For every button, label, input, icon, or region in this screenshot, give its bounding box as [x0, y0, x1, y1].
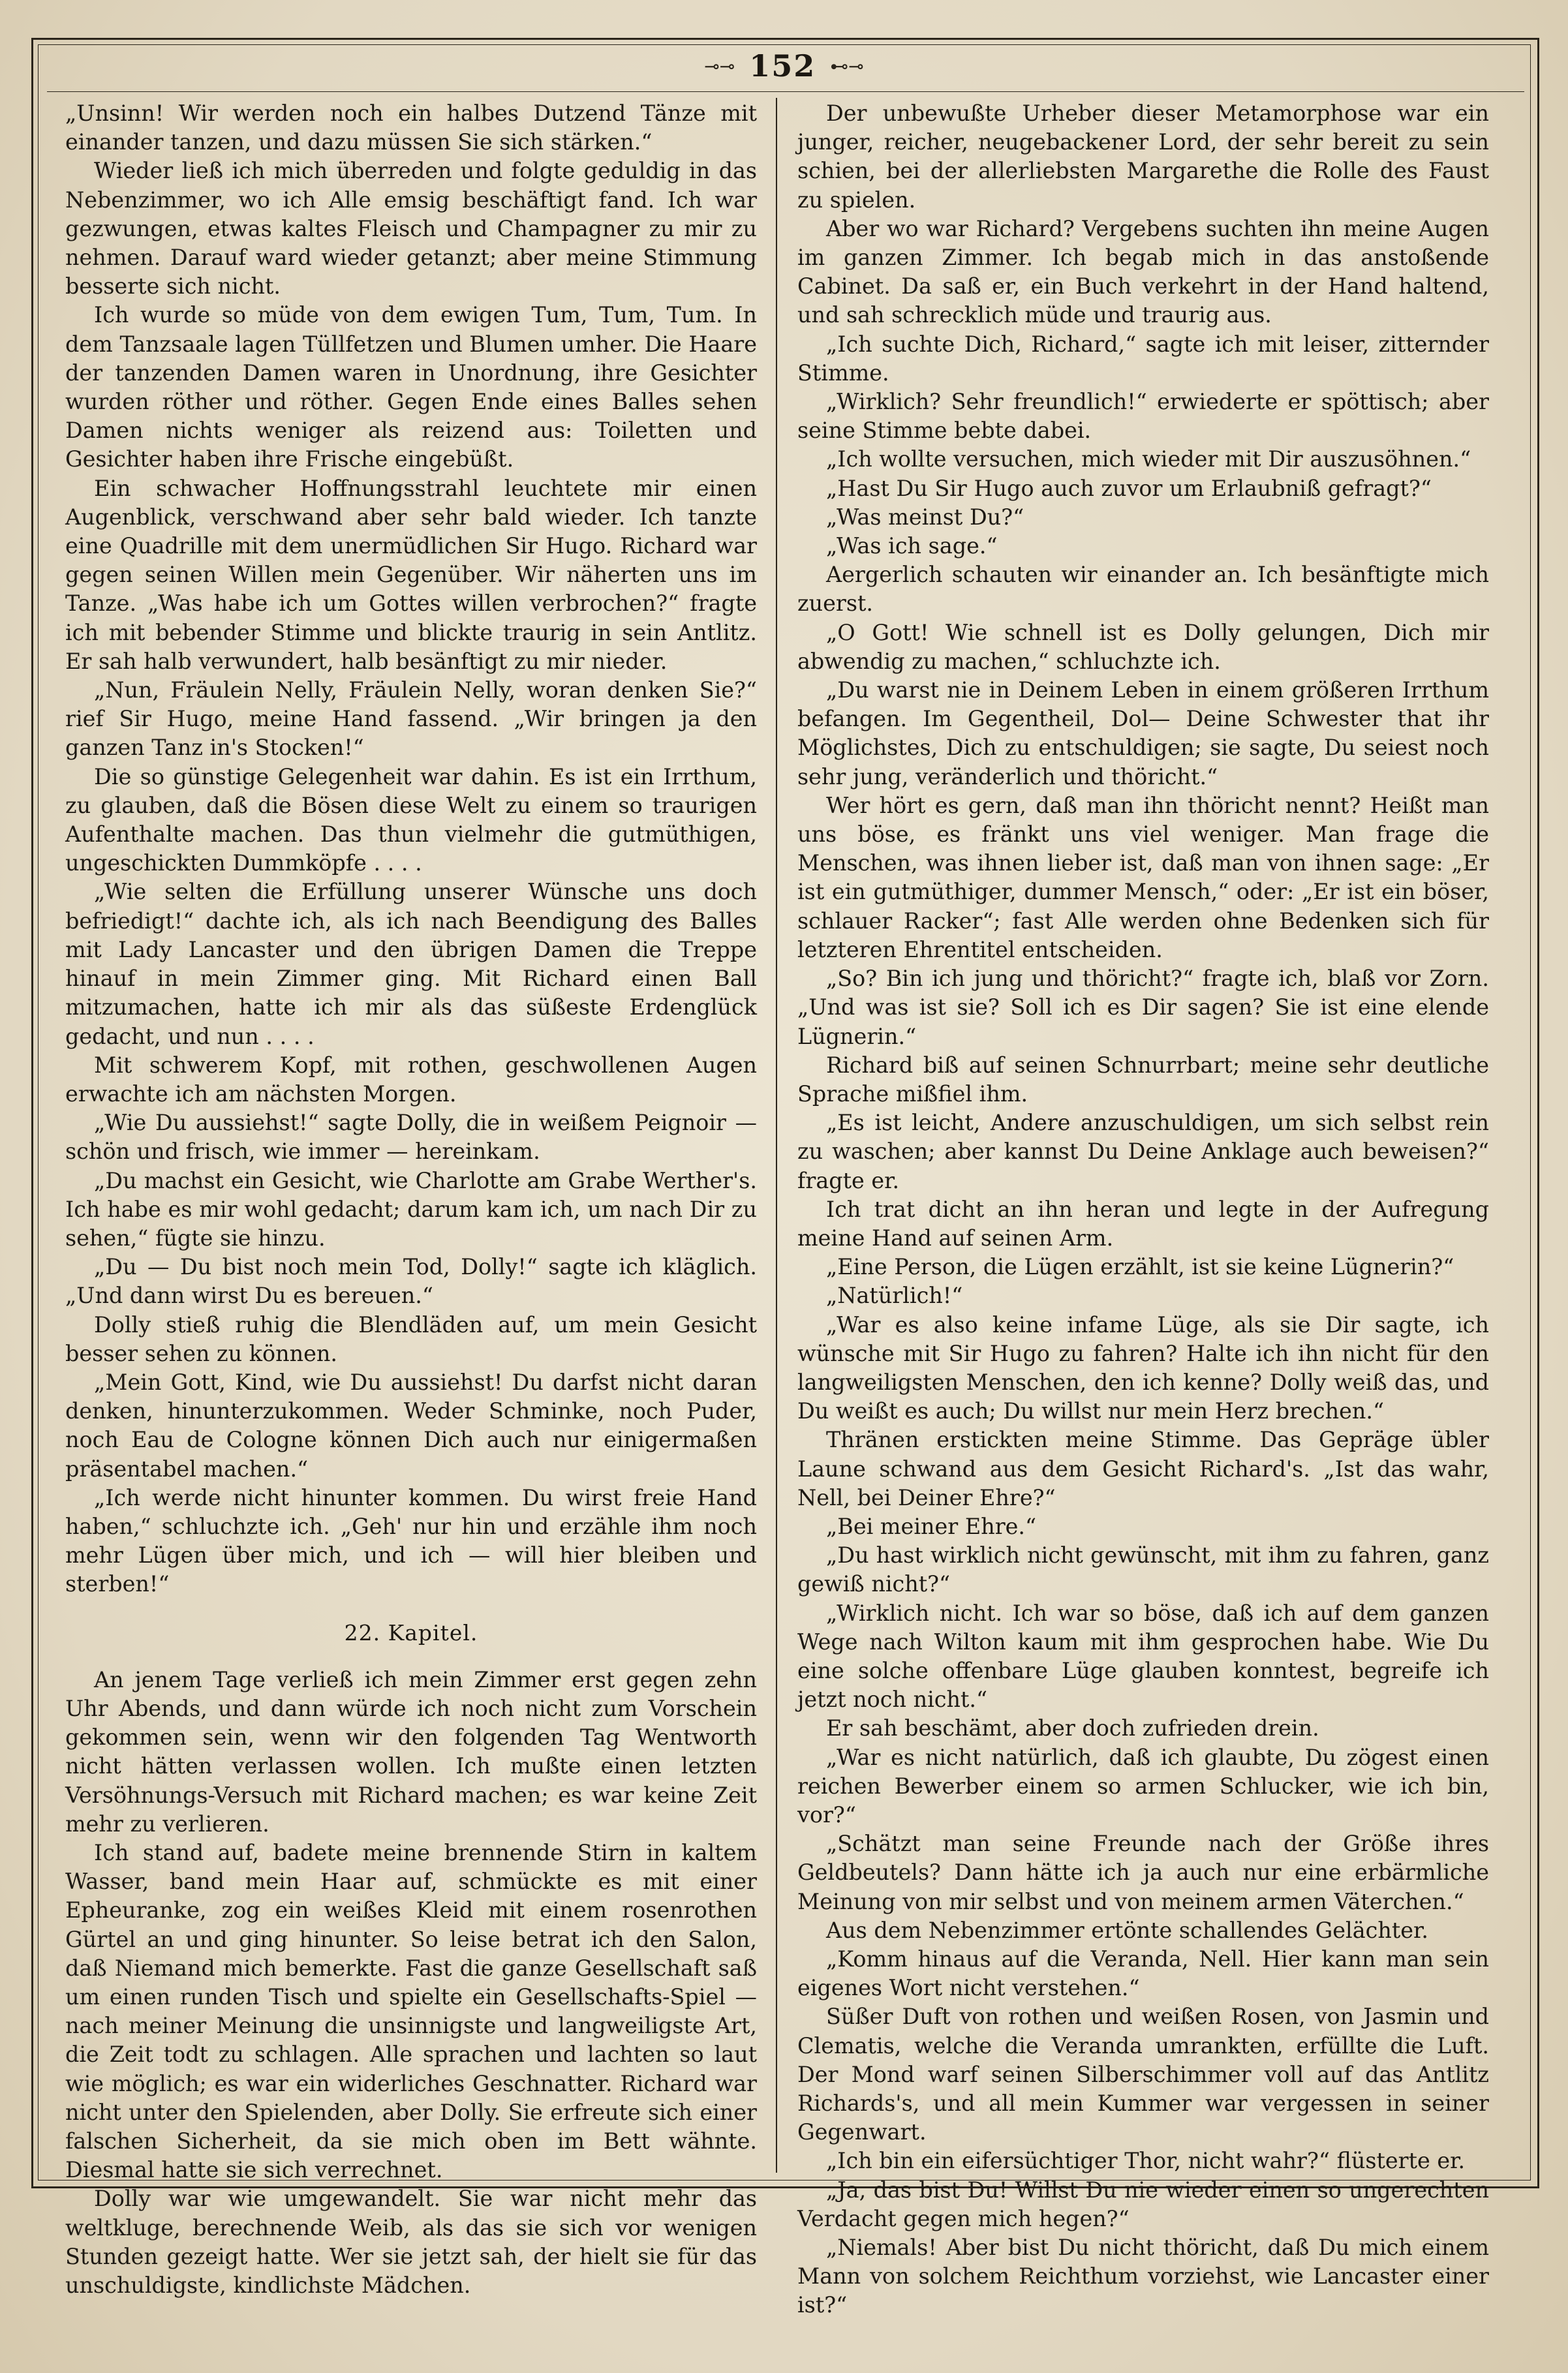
paragraph: „Du hast wirklich nicht gewünscht, mit ihm zu fahren, ganz gewiß nicht?“ — [797, 1542, 1489, 1597]
column-divider — [776, 98, 777, 2173]
paragraph: „O Gott! Wie schnell ist es Dolly gelungen, Dich mir abwendig zu machen,“ schluchzte ich. — [797, 619, 1489, 674]
ornament-right: ⊷⊸ — [830, 55, 864, 77]
paragraph: Wer hört es gern, daß man ihn thöricht nennt? Heißt man uns böse, es fränkt uns viel weniger. Man frage die Menschen, was ihnen lieber ist, daß man von ihnen sage: „Er ist ein gutmüthiger, dummer Mensch,“ oder: „Er ist ein böser, schlauer Racker“; fast Alle werden ohne Bedenken sich für letzteren Ehrentitel entscheiden. — [797, 792, 1489, 962]
paragraph: Der unbewußte Urheber dieser Metamorphose war ein junger, reicher, neugebackener Lord, der sehr bereit zu sein schien, bei der allerliebsten Margarethe die Rolle des Faust zu spielen. — [797, 100, 1489, 213]
paragraph: „Was ich sage.“ — [826, 533, 998, 559]
paragraph: Thränen erstickten meine Stimme. Das Gepräge übler Laune schwand aus dem Gesicht Richard's. „Ist das wahr, Nell, bei Deiner Ehre?“ — [797, 1427, 1489, 1510]
paragraph: „Wie Du aussiehst!“ sagte Dolly, die in weißem Peignoir — schön und frisch, wie immer — hereinkam. — [65, 1110, 757, 1165]
paragraph: „Ja, das bist Du! Willst Du nie wieder einen so ungerechten Verdacht gegen mich hegen?“ — [797, 2177, 1489, 2231]
paragraph: Richard biß auf seinen Schnurrbart; meine sehr deutliche Sprache mißfiel ihm. — [797, 1052, 1489, 1107]
header-rule — [47, 91, 1524, 92]
chapter-heading: 22. Kapitel. — [344, 1619, 478, 1646]
paragraph: „Mein Gott, Kind, wie Du aussiehst! Du darfst nicht daran denken, hinunterzukommen. Weder Schminke, noch Puder, noch Eau de Cologne können Dich auch nur einigermaßen präsentabel machen.“ — [65, 1369, 757, 1482]
page-number: 152 — [749, 48, 816, 84]
paragraph: Süßer Duft von rothen und weißen Rosen, von Jasmin und Clematis, welche die Veranda umrankten, erfüllte die Luft. Der Mond warf seinen Silberschimmer voll auf das Antlitz Richards's, und all mein Kummer war vergessen in seiner Gegenwart. — [797, 2004, 1489, 2145]
paragraph: „Niemals! Aber bist Du nicht thöricht, daß Du mich einem Mann von solchem Reichthum vorziehst, wie Lancaster einer ist?“ — [797, 2235, 1489, 2318]
paragraph: „Was meinst Du?“ — [826, 504, 1024, 530]
paragraph: An jenem Tage verließ ich mein Zimmer erst gegen zehn Uhr Abends, und dann würde ich noch nicht zum Vorschein gekommen sein, wenn wir den folgenden Tag Wentworth nicht hätten verlassen wollen. Ich mußte einen letzten Versöhnungs-Versuch mit Richard machen; es war keine Zeit mehr zu verlieren. — [65, 1666, 757, 1837]
paragraph: „Natürlich!“ — [826, 1283, 963, 1309]
paragraph: „Du — Du bist noch mein Tod, Dolly!“ sagte ich kläglich. „Und dann wirst Du es bereuen.“ — [65, 1254, 757, 1309]
paragraph: „War es also keine infame Lüge, als sie Dir sagte, ich wünsche mit Sir Hugo zu fahren? Halte ich ihn nicht für den langweiligsten Menschen, den ich kenne? Dolly weiß das, und Du weißt es auch; Du willst nur mein Herz brechen.“ — [797, 1311, 1489, 1424]
ornament-left: ⊸⊸ — [704, 55, 735, 77]
paragraph: „Du machst ein Gesicht, wie Charlotte am Grabe Werther's. Ich habe es mir wohl gedacht; darum kam ich, um nach Dir zu sehen,“ fügte sie hinzu. — [65, 1167, 757, 1251]
paragraph: „Wie selten die Erfüllung unserer Wünsche uns doch befriedigt!“ dachte ich, als ich nach Beendigung des Balles mit Lady Lancaster und den übrigen Damen die Treppe hinauf in mein Zimmer ging. Mit Richard einen Ball mitzumachen, hatte ich mir als das süßeste Erdenglück gedacht, und nun . . . . — [65, 879, 757, 1049]
paragraph: Mit schwerem Kopf, mit rothen, geschwollenen Augen erwachte ich am nächsten Morgen. — [65, 1052, 757, 1107]
paragraph: „Du warst nie in Deinem Leben in einem größeren Irrthum befangen. Im Gegentheil, Dol— Deine Schwester that ihr Möglichstes, Dich zu entschuldigen; sie sagte, Du seiest noch sehr jung, veränderlich und thöricht.“ — [797, 677, 1489, 789]
paragraph: Ich wurde so müde von dem ewigen Tum, Tum, Tum. In dem Tanzsaale lagen Tüllfetzen und Blumen umher. Die Haare der tanzenden Damen waren in Unordnung, ihre Gesichter wurden röther und röther. Gegen Ende eines Balles sehen Damen nichts weniger als reizend aus: Toiletten und Gesichter haben ihre Frische eingebüßt. — [65, 302, 757, 472]
paragraph: „Ich wollte versuchen, mich wieder mit Dir auszusöhnen.“ — [826, 446, 1471, 472]
paragraph: Aus dem Nebenzimmer ertönte schallendes Gelächter. — [826, 1917, 1428, 1943]
left-column — [65, 99, 757, 2300]
paragraph: Dolly stieß ruhig die Blendläden auf, um mein Gesicht besser sehen zu können. — [65, 1311, 757, 1366]
paragraph: Dolly war wie umgewandelt. Sie war nicht mehr das weltkluge, berechnende Weib, als das sie sich vor wenigen Stunden gezeigt hatte. Wer sie jetzt sah, der hielt sie für das unschuldigste, kindlichste Mädchen. — [65, 2186, 757, 2299]
paragraph: Aber wo war Richard? Vergebens suchten ihn meine Augen im ganzen Zimmer. Ich begab mich in das anstoßende Cabinet. Da saß er, ein Buch verkehrt in der Hand haltend, und sah schrecklich müde und traurig aus. — [797, 215, 1489, 328]
paragraph: Wieder ließ ich mich überreden und folgte geduldig in das Nebenzimmer, wo ich Alle emsig beschäftigt fand. Ich war gezwungen, etwas kaltes Fleisch und Champagner zu mir zu nehmen. Darauf ward wieder getanzt; aber meine Stimmung besserte sich nicht. — [65, 158, 757, 299]
paragraph: „Eine Person, die Lügen erzählt, ist sie keine Lügnerin?“ — [826, 1254, 1454, 1280]
paragraph: „Bei meiner Ehre.“ — [826, 1513, 1037, 1539]
paragraph: „Ich suchte Dich, Richard,“ sagte ich mit leiser, zitternder Stimme. — [797, 331, 1489, 386]
page-header — [0, 43, 1568, 89]
paragraph: Ein schwacher Hoffnungsstrahl leuchtete mir einen Augenblick, verschwand aber sehr bald wieder. Ich tanzte eine Quadrille mit dem unermüdlichen Sir Hugo. Richard war gegen seinen Willen mein Gegenüber. Wir näherten uns im Tanze. „Was habe ich um Gottes willen verbrochen?“ fragte ich mit bebender Stimme und blickte traurig in sein Antlitz. Er sah halb verwundert, halb besänftigt zu mir nieder. — [65, 475, 757, 674]
paragraph: „Nun, Fräulein Nelly, Fräulein Nelly, woran denken Sie?“ rief Sir Hugo, meine Hand fassend. „Wir bringen ja den ganzen Tanz in's Stocken!“ — [65, 677, 757, 761]
paragraph: „War es nicht natürlich, daß ich glaubte, Du zögest einen reichen Bewerber einem so armen Schlucker, wie ich bin, vor?“ — [797, 1744, 1489, 1828]
paragraph: „Unsinn! Wir werden noch ein halbes Dutzend Tänze mit einander tanzen, und dazu müssen Sie sich stärken.“ — [65, 100, 757, 155]
paragraph: „Wirklich? Sehr freundlich!“ erwiederte er spöttisch; aber seine Stimme bebte dabei. — [797, 389, 1489, 444]
paragraph: Die so günstige Gelegenheit war dahin. Es ist ein Irrthum, zu glauben, daß die Bösen diese Welt zu einem so traurigen Aufenthalte machen. Das thun vielmehr die gutmüthigen, ungeschickten Dummköpfe . . . . — [65, 763, 757, 876]
paragraph: Aergerlich schauten wir einander an. Ich besänftigte mich zuerst. — [797, 562, 1489, 617]
paragraph: „Wirklich nicht. Ich war so böse, daß ich auf dem ganzen Wege nach Wilton kaum mit ihm gesprochen habe. Wie Du eine solche offenbare Lüge glauben konntest, begreife ich jetzt noch nicht.“ — [797, 1600, 1489, 1713]
paragraph: „So? Bin ich jung und thöricht?“ fragte ich, blaß vor Zorn. „Und was ist sie? Soll ich es Dir sagen? Sie ist eine elende Lügnerin.“ — [797, 966, 1489, 1049]
paragraph: „Ich bin ein eifersüchtiger Thor, nicht wahr?“ flüsterte er. — [826, 2148, 1466, 2174]
paragraph: „Es ist leicht, Andere anzuschuldigen, um sich selbst rein zu waschen; aber kannst Du Deine Anklage auch beweisen?“ fragte er. — [797, 1110, 1489, 1193]
paragraph: „Hast Du Sir Hugo auch zuvor um Erlaubniß gefragt?“ — [826, 475, 1432, 501]
right-column — [797, 99, 1489, 2320]
paragraph: Er sah beschämt, aber doch zufrieden drein. — [826, 1715, 1319, 1741]
paragraph: „Komm hinaus auf die Veranda, Nell. Hier kann man sein eigenes Wort nicht verstehen.“ — [797, 1946, 1489, 2001]
paragraph: Ich trat dicht an ihn heran und legte in der Aufregung meine Hand auf seinen Arm. — [797, 1196, 1489, 1251]
paragraph: „Ich werde nicht hinunter kommen. Du wirst freie Hand haben,“ schluchzte ich. „Geh' nur hin und erzähle ihm noch mehr Lügen über mich, und ich — will hier bleiben und sterben!“ — [65, 1484, 757, 1597]
paragraph: Ich stand auf, badete meine brennende Stirn in kaltem Wasser, band mein Haar auf, schmückte es mit einer Epheuranke, zog ein weißes Kleid mit einem rosenrothen Gürtel an und ging hinunter. So leise betrat ich den Salon, daß Niemand mich bemerkte. Fast die ganze Gesellschaft saß um einen runden Tisch und spielte ein Gesellschafts-Spiel — nach meiner Meinung die unsinnigste und langweiligste Art, die Zeit todt zu schlagen. Alle sprachen und lachten so laut wie möglich; es war ein widerliches Geschnatter. Richard war nicht unter den Spielenden, aber Dolly. Sie erfreute sich einer falschen Sicherheit, da sie mich oben im Bett wähnte. Diesmal hatte sie sich verrechnet. — [65, 1839, 757, 2183]
paragraph: „Schätzt man seine Freunde nach der Größe ihres Geldbeutels? Dann hätte ich ja auch nur eine erbärmliche Meinung von mir selbst und von meinem armen Väterchen.“ — [797, 1831, 1489, 1914]
